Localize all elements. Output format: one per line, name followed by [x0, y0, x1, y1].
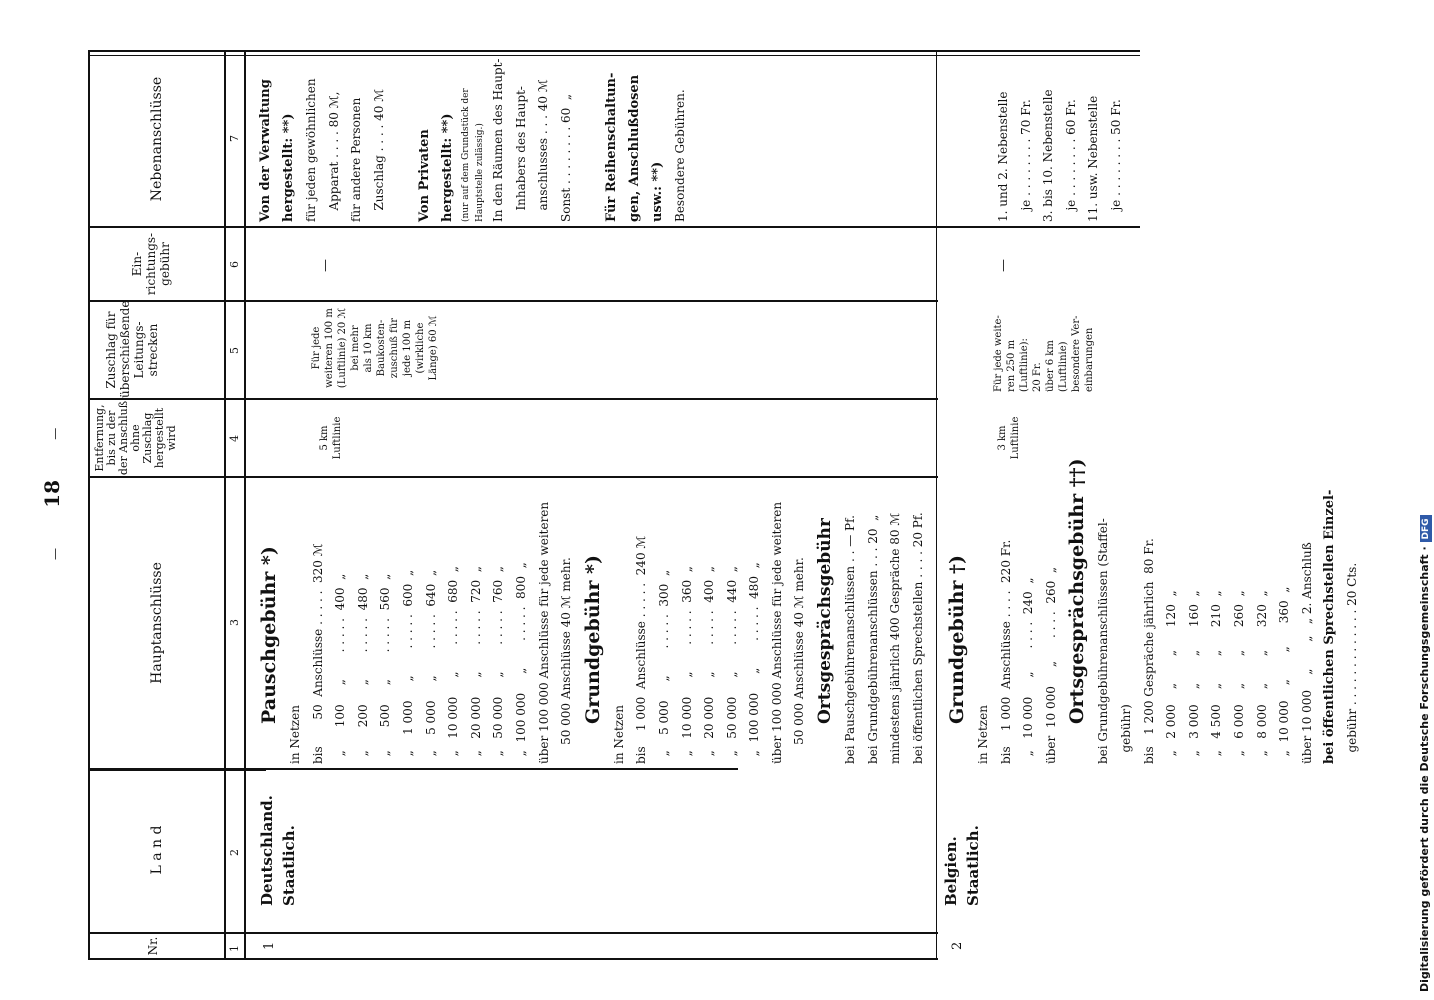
row-1-neben — [254, 59, 692, 223]
row-separator-neben — [936, 52, 937, 228]
col-rule-haupt-entf — [88, 476, 938, 478]
row-1-haupt-line: „ 50 000 „ . . . . . 440 „ — [724, 566, 739, 764]
row-1-neben-line: (nur auf dem Grundstück der — [460, 88, 471, 222]
row-1-zuschlag-line: (Luftlinie) 20 ℳ — [337, 307, 348, 389]
row-1-land — [256, 795, 300, 906]
row-2-haupt-line: gebühr . . . . . . . . . . . . . 20 Cts. — [1345, 562, 1360, 764]
row-2-haupt-line: „ 2 000 „ „ 120 „ — [1164, 590, 1179, 764]
row-1-neben-line: In den Räumen des Haupt- — [490, 58, 505, 222]
header-divider — [224, 50, 226, 960]
row-1-haupt-line: „ 10 000 „ . . . . . 680 „ — [446, 566, 461, 764]
row-2-haupt-line: bis 1 200 Gespräche jährlich 80 Fr. — [1141, 538, 1156, 764]
credit-text: Digitalisierung gefördert durch die Deutsche Forschungsgemeinschaft · — [1418, 546, 1431, 992]
row-1-entfernung-dist: 5 km — [319, 425, 330, 451]
row-2-zuschlag-line: besondere Ver- — [1071, 315, 1082, 392]
row-1-haupt-line: 50 000 Anschlüsse 40 ℳ mehr. — [792, 557, 807, 764]
header-zuschlag: Zuschlag für überschießende Leitungs-strecken — [104, 300, 160, 398]
row-1-haupt-line: „ 5 000 „ . . . . . 300 „ — [656, 569, 671, 764]
col-number-1: 1 — [228, 945, 241, 952]
col-rule-land-haupt — [88, 768, 738, 770]
row-2-entfernung-unit: Luftlinie — [1010, 416, 1021, 460]
colnum-divider — [244, 50, 246, 960]
row-1-zuschlag-line: jede 100 m — [402, 319, 413, 377]
row-1-neben-line: hergestellt: **) — [439, 113, 455, 222]
row-2-haupt-line: über 10 000 „ . . . . 260 „ — [1043, 566, 1058, 764]
row-2-nr: 2 — [950, 941, 965, 950]
row-1-haupt-line: „ 500 „ . . . . . 560 „ — [378, 573, 393, 764]
row-2-zuschlag-line: über 6 km — [1045, 340, 1056, 392]
row-1-haupt-line: „ 5 000 „ . . . . . 640 „ — [423, 569, 438, 764]
row-1-zuschlag — [310, 306, 440, 390]
row-1-neben-line: anschlusses . . . 40 ℳ — [536, 79, 551, 222]
row-1-neben-line: gen, Anschlußdosen — [626, 74, 642, 222]
row-2-haupt-line: Ortsgesprächsgebühr ††) — [1066, 458, 1089, 724]
row-1-haupt-line: bis 1 000 Anschlüsse . . . . . 240 ℳ — [634, 535, 649, 764]
row-1-haupt-line: „ 1 000 „ . . . . . 600 „ — [400, 569, 415, 764]
row-1-neben-line: usw.: **) — [649, 161, 665, 222]
row-2-zuschlag-line: (Luftlinie) — [1058, 341, 1069, 392]
row-2-neben-line: je . . . . . . . . 60 Fr. — [1063, 99, 1078, 222]
row-2-haupt-line: bei öffentlichen Sprechstellen Einzel- — [1322, 489, 1338, 764]
col-rule-entf-zus — [88, 398, 938, 400]
row-1-haupt-line: „ 50 000 „ . . . . . 760 „ — [491, 566, 506, 764]
row-1-haupt-line: „ 20 000 „ . . . . . 400 „ — [702, 566, 717, 764]
row-2-haupt-line: bei Grundgebührenanschlüssen (Staffel- — [1096, 518, 1111, 764]
row-2-zuschlag-line: (Luftlinie): — [1019, 338, 1030, 392]
row-1-neben-line — [390, 59, 413, 223]
row-1-zuschlag-line: weiteren 100 m — [324, 308, 335, 388]
row-1-einrichtung: — — [318, 259, 333, 272]
row-2-neben-line: 3. bis 10. Nebenstelle — [1041, 89, 1056, 222]
dfg-logo-badge: DFG — [1420, 515, 1432, 542]
row-2-haupt-line: „ 4 500 „ „ 210 „ — [1209, 590, 1224, 764]
row-2-neben — [992, 89, 1128, 222]
row-1-neben-line: Zuschlag . . . . 40 ℳ — [371, 88, 386, 222]
row-2-neben-line: 1. und 2. Nebenstelle — [996, 91, 1010, 222]
row-1-land-name: Deutschland. — [258, 795, 276, 906]
header-haupt: Hauptanschlüsse — [149, 562, 165, 684]
row-1-haupt-line: mindestens jährlich 400 Gespräche 80 ℳ — [888, 512, 903, 764]
row-1-neben-line: Von der Verwaltung — [258, 79, 273, 222]
header-einrichtung: Ein-richtungs-gebühr — [130, 232, 172, 296]
row-1-haupt-line: „ 20 000 „ . . . . . 720 „ — [468, 566, 483, 764]
row-1-neben-line — [577, 59, 600, 223]
row-1-haupt-line: bei Pauschgebührenanschlüssen . . — Pf. — [843, 515, 858, 764]
row-2-neben-line: je . . . . . . . . 50 Fr. — [1108, 99, 1123, 222]
row-1-zuschlag-line: (wirkliche — [415, 322, 426, 374]
header-entfernung: Entfernung, bis zu der der Anschluß ohne Zuschlag hergestellt wird — [93, 400, 178, 476]
row-2-neben-line: je . . . . . . . . 70 Fr. — [1018, 99, 1033, 222]
row-2-haupt-line: „ 3 000 „ „ 160 „ — [1186, 590, 1201, 764]
row-1-haupt-line: über 100 000 Anschlüsse für jede weiteren — [769, 501, 784, 764]
row-1-haupt-line: „ 200 „ . . . . . 480 „ — [355, 573, 370, 764]
row-1-haupt-line: bei öffentlichen Sprechstellen . . . . 20 Pf. — [910, 512, 925, 764]
row-1-zuschlag-line: bei mehr — [350, 325, 361, 371]
row-1-haupt-line: „ 100 „ . . . . . 400 „ — [333, 573, 348, 764]
col-rule-2-3 — [88, 770, 89, 771]
row-1-haupt-line: „ 10 000 „ . . . . . 360 „ — [679, 566, 694, 764]
row-1-haupt-line: bei Grundgebührenanschlüssen . . . 20 „ — [865, 514, 880, 764]
col-number-7: 7 — [228, 135, 241, 142]
header-neben: Nebenanschlüsse — [149, 76, 165, 202]
row-2-zuschlag — [992, 302, 1096, 392]
row-1-entfernung — [318, 408, 344, 468]
row-1-nr: 1 — [262, 941, 277, 950]
row-2-haupt-line: gebühr) — [1118, 704, 1133, 764]
row-2-neben-line: 11. usw. Nebenstelle — [1086, 95, 1101, 222]
row-1-haupt-line: in Netzen — [288, 705, 302, 764]
row-2-haupt-line: Grundgebühr †) — [946, 555, 968, 724]
row-1-neben-line: hergestellt: **) — [281, 113, 296, 222]
row-1-haupt-line: bis 50 Anschlüsse . . . . . 320 ℳ — [310, 543, 325, 764]
header-land: L a n d — [149, 825, 165, 875]
row-1-neben-line: Inhabers des Haupt- — [513, 86, 528, 222]
digitization-credit — [1418, 515, 1431, 992]
row-1-zuschlag-line: als 10 km — [363, 323, 374, 373]
row-2-land — [940, 825, 984, 906]
col-number-5: 5 — [228, 347, 241, 354]
row-1-haupt-line: in Netzen — [611, 705, 626, 764]
col-rule-nr-land — [88, 932, 938, 934]
row-1-haupt-line: über 100 000 Anschlüsse für jede weiteren — [536, 501, 551, 764]
row-1-haupt-line: „ 100 000 „ . . . . . 800 „ — [513, 562, 528, 764]
row-1-zuschlag-line: zuschuß für — [389, 317, 400, 379]
col-rule-1-2 — [88, 770, 266, 771]
col-number-2: 2 — [228, 849, 241, 856]
row-2-land-name: Belgien. — [942, 836, 960, 906]
row-2-haupt — [942, 458, 1364, 764]
row-2-entfernung-dist: 3 km — [997, 425, 1008, 451]
row-2-haupt-line: „ 10 000 „ . . . . 240 „ — [1021, 577, 1036, 764]
row-1-haupt-line: Ortsgesprächsgebühr — [815, 518, 836, 724]
page-dash-right: — — [48, 427, 62, 440]
row-1-haupt-line: „ 100 000 „ . . . . . 480 „ — [747, 562, 762, 764]
row-1-neben-line: für andere Personen — [349, 97, 364, 222]
row-2-zuschlag-line: Für jede weite- — [993, 315, 1004, 392]
row-2-zuschlag-line: ren 250 m — [1006, 339, 1017, 392]
col-number-6: 6 — [228, 261, 241, 268]
table-left-rule — [88, 50, 90, 960]
row-2-land-type: Staatlich. — [964, 825, 982, 906]
page-dash-left: — — [48, 548, 62, 560]
row-2-haupt-line: über 10 000 „ „ „ 2. Anschluß — [1299, 542, 1314, 764]
row-1-neben-line: Hauptstelle zulässig.) — [474, 123, 485, 222]
col-number-4: 4 — [228, 435, 241, 442]
col-rule-ein-neben — [88, 226, 1140, 228]
row-1-neben-line: Sonst . . . . . . . . 60 „ — [558, 93, 573, 222]
row-separator — [936, 226, 937, 960]
row-2-zuschlag-line: einbarungen — [1084, 327, 1095, 392]
page-number: 18 — [40, 479, 64, 508]
row-2-haupt-line: in Netzen — [976, 705, 990, 764]
header-nr: Nr. — [146, 936, 160, 956]
row-2-zuschlag-line: 20 Fr. — [1032, 362, 1043, 392]
row-1-haupt-line: Pauschgebühr *) — [258, 546, 280, 724]
table-bottom-rule — [88, 958, 938, 960]
row-2-haupt-line: „ 8 000 „ „ 320 „ — [1254, 590, 1269, 764]
row-1-neben-line: für jeden gewöhnlichen — [304, 78, 318, 222]
row-1-zuschlag-line: Baukosten- — [376, 319, 387, 377]
row-1-neben-line: Apparat . . . . 80 ℳ, — [326, 91, 341, 222]
row-1-zuschlag-line: Für jede — [311, 326, 322, 370]
row-1-neben-line: Besondere Gebühren. — [672, 89, 687, 222]
col-number-3: 3 — [228, 619, 241, 626]
row-1-haupt — [254, 502, 929, 764]
page-number-group — [40, 428, 64, 560]
row-1-haupt-line: Grundgebühr *) — [581, 555, 604, 724]
row-2-entfernung — [996, 408, 1022, 468]
row-1-entfernung-unit: Luftlinie — [332, 416, 343, 460]
row-2-haupt-line: „ 10 000 „ „ 360 „ — [1277, 586, 1292, 764]
row-2-haupt-line: „ 6 000 „ „ 260 „ — [1231, 590, 1246, 764]
row-2-einrichtung: — — [996, 259, 1011, 272]
row-1-neben-line: Von Privaten — [416, 129, 432, 222]
row-1-land-type: Staatlich. — [280, 825, 298, 906]
col-rule-zus-ein — [88, 300, 938, 302]
row-1-zuschlag-line: Länge) 60 ℳ — [428, 315, 439, 381]
row-1-neben-line: Für Reihenschaltun- — [603, 72, 619, 222]
row-2-haupt-line: bis 1 000 Anschlüsse . . . . 220 Fr. — [998, 539, 1013, 764]
row-1-haupt-line: 50 000 Anschlüsse 40 ℳ mehr. — [559, 557, 574, 764]
